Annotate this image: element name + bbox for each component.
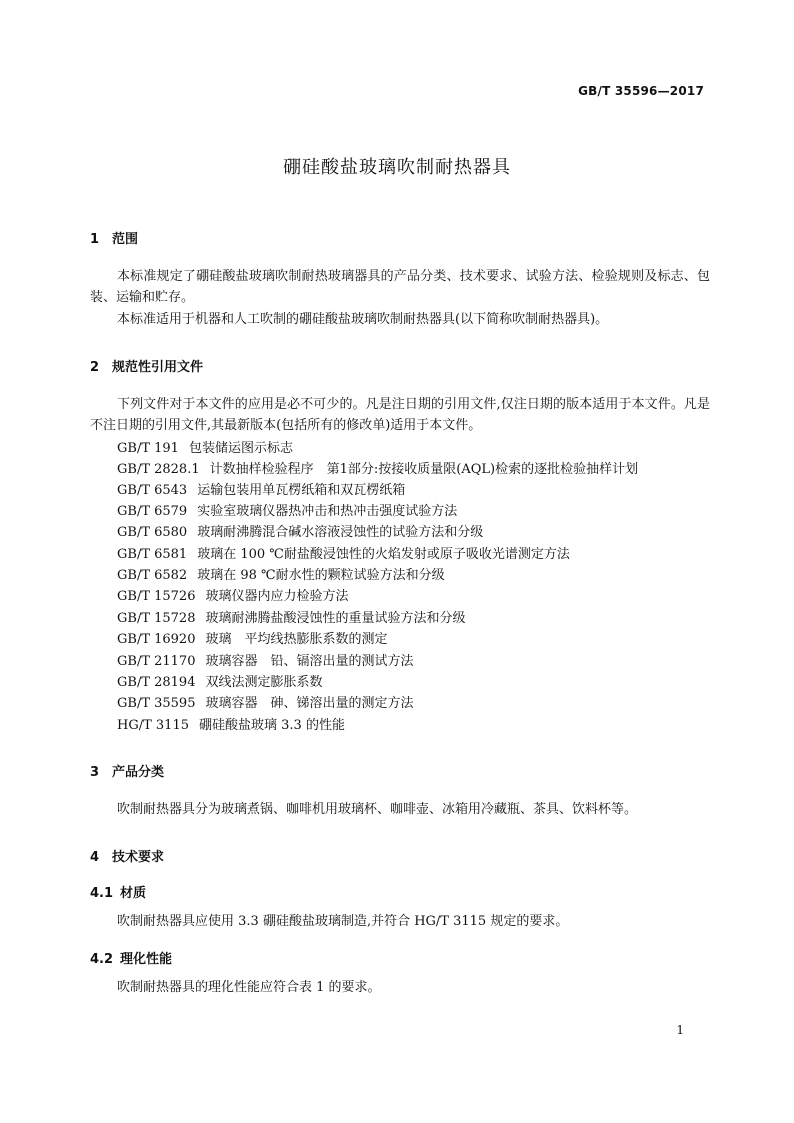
- reference-title: 实验室玻璃仪器热冲击和热冲击强度试验方法: [197, 504, 458, 519]
- section-title: 产品分类: [112, 765, 165, 780]
- reference-item: [117, 671, 323, 690]
- section-4-1-heading: [90, 882, 146, 901]
- reference-code: GB/T 6579: [117, 504, 188, 519]
- reference-code: GB/T 21170: [117, 654, 196, 669]
- section-4-2-paragraph: 吹制耐热器具的理化性能应符合表 1 的要求。: [117, 980, 381, 995]
- reference-item: [117, 628, 388, 647]
- section-title: 理化性能: [120, 952, 173, 967]
- section-number: 4.2: [90, 952, 114, 967]
- reference-item: [117, 564, 445, 583]
- reference-code: GB/T 16920: [117, 632, 196, 647]
- section-number: 2: [90, 360, 100, 375]
- reference-item: [117, 585, 349, 604]
- section-2-intro: 下列文件对于本文件的应用是必不可少的。凡是注日期的引用文件,仅注日期的版本适用于本文件。凡是不注日期的引用文件,其最新版本(包括所有的修改单)适用于本文件。: [90, 397, 710, 433]
- reference-title: 硼硅酸盐玻璃 3.3 的性能: [199, 718, 345, 733]
- reference-item: [117, 607, 466, 626]
- reference-code: GB/T 191: [117, 441, 179, 456]
- reference-code: GB/T 6582: [117, 568, 188, 583]
- reference-item: [117, 650, 414, 669]
- document-title: 硼硅酸盐玻璃吹制耐热器具: [283, 157, 511, 178]
- reference-item: [117, 500, 457, 519]
- section-number: 3: [90, 765, 100, 780]
- section-4-heading: [90, 846, 164, 865]
- reference-code: GB/T 2828.1: [117, 462, 200, 477]
- section-1-paragraph-1: 本标准规定了硼硅酸盐玻璃吹制耐热玻璃器具的产品分类、技术要求、试验方法、检验规则及标志、包装、运输和贮存。: [90, 269, 710, 305]
- reference-title: 玻璃在 98 ℃耐水性的颗粒试验方法和分级: [197, 568, 445, 583]
- section-4-1-paragraph: 吹制耐热器具应使用 3.3 硼硅酸盐玻璃制造,并符合 HG/T 3115 规定的要求。: [117, 914, 569, 929]
- reference-code: GB/T 6580: [117, 525, 188, 540]
- reference-item: [117, 479, 405, 498]
- reference-title: 双线法测定膨胀系数: [205, 675, 323, 690]
- reference-title: 玻璃在 100 ℃耐盐酸浸蚀性的火焰发射或原子吸收光谱测定方法: [197, 547, 570, 562]
- reference-code: GB/T 35595: [117, 696, 196, 711]
- section-title: 范围: [112, 232, 139, 247]
- reference-title: 玻璃容器 砷、锑溶出量的测定方法: [205, 696, 414, 711]
- page-number: 1: [676, 1023, 684, 1037]
- section-1-heading: [90, 228, 138, 247]
- reference-title: 玻璃 平均线热膨胀系数的测定: [205, 632, 388, 647]
- reference-code: GB/T 6543: [117, 483, 188, 498]
- section-4-2-heading: [90, 948, 172, 967]
- reference-code: GB/T 15728: [117, 611, 196, 626]
- section-title: 技术要求: [112, 850, 165, 865]
- reference-title: 玻璃耐沸腾盐酸浸蚀性的重量试验方法和分级: [205, 611, 466, 626]
- reference-title: 包装储运图示标志: [188, 441, 293, 456]
- section-3-paragraph: 吹制耐热器具分为玻璃煮锅、咖啡机用玻璃杯、咖啡壶、冰箱用冷藏瓶、茶具、饮料杯等。: [117, 802, 638, 817]
- reference-title: 计数抽样检验程序 第1部分:按接收质量限(AQL)检索的逐批检验抽样计划: [209, 462, 639, 477]
- section-3-heading: [90, 761, 164, 780]
- reference-title: 玻璃仪器内应力检验方法: [205, 589, 349, 604]
- section-title: 规范性引用文件: [112, 360, 204, 375]
- reference-title: 运输包装用单瓦楞纸箱和双瓦楞纸箱: [197, 483, 406, 498]
- reference-item: [117, 543, 570, 562]
- reference-item: [117, 437, 293, 456]
- reference-title: 玻璃容器 铅、镉溶出量的测试方法: [205, 654, 414, 669]
- reference-item: [117, 521, 483, 540]
- reference-code: GB/T 15726: [117, 589, 196, 604]
- reference-code: HG/T 3115: [117, 718, 189, 733]
- reference-code: GB/T 6581: [117, 547, 188, 562]
- reference-title: 玻璃耐沸腾混合碱水溶液浸蚀性的试验方法和分级: [197, 525, 484, 540]
- section-title: 材质: [120, 886, 147, 901]
- section-number: 4.1: [90, 886, 114, 901]
- reference-item: [117, 692, 414, 711]
- reference-item: [117, 714, 345, 733]
- section-number: 1: [90, 232, 100, 247]
- section-1-paragraph-2: 本标准适用于机器和人工吹制的硼硅酸盐玻璃吹制耐热器具(以下简称吹制耐热器具)。: [117, 312, 609, 327]
- standard-code: GB/T 35596—2017: [578, 84, 704, 98]
- section-2-heading: [90, 356, 203, 375]
- section-number: 4: [90, 850, 100, 865]
- reference-item: [117, 458, 638, 477]
- reference-code: GB/T 28194: [117, 675, 196, 690]
